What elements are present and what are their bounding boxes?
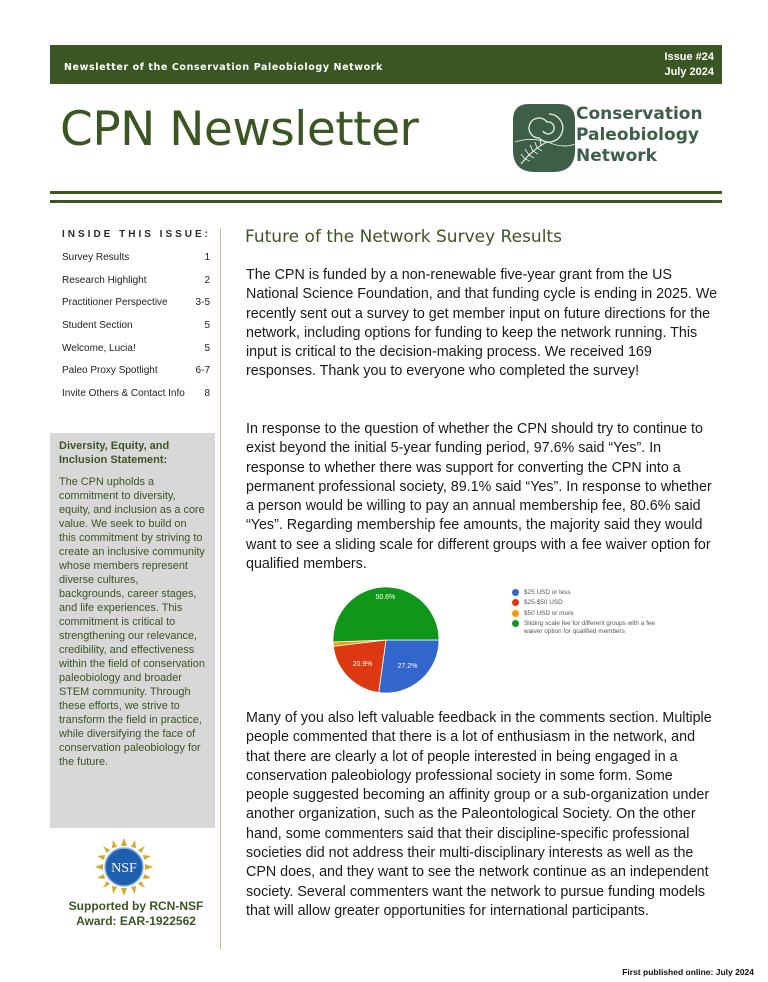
issue-date: July 2024 (664, 66, 714, 78)
legend-swatch-icon (512, 610, 519, 617)
article-paragraph: In response to the question of whether the CPN should try to continue to exist beyond the initial 5-year funding period, 97.6% said “Yes”. In response to whether there was support for converting the CPN into a permanent professional society, 89.1% said “Yes”. In response to whether a person would be willing to pay an annual membership fee, 80.6% said “Yes”. Regarding membership fee amounts, the majority said they would want to see a sliding scale for different groups with a fee waiver option for qualified members. (246, 421, 712, 573)
logo-line-3: Network (576, 146, 657, 166)
issue-number: Issue #24 (664, 51, 714, 63)
toc-item[interactable] (62, 337, 210, 360)
toc-heading: INSIDE THIS ISSUE: (62, 229, 212, 240)
dei-body: The CPN upholds a commitment to diversity, equity, and inclusion as a core value. We seek to build on this commitment by striving to create an inclusive community whose members represent diverse cultures, backgrounds, career stages, and life experiences. This commitment is critical to strengthening our relevance, credibility, and effectiveness within the field of conservation paleobiology and broader STEM community. Through these efforts, we strive to transform the field in practice, while diversifying the face of conservation paleobiology for the future. (59, 476, 205, 768)
award-line: Award: EAR-1922562 (76, 914, 196, 928)
legend-label: Sliding scale fee for different groups with a fee waiver option for qualified members (524, 619, 655, 636)
newsletter-subtitle: Newsletter of the Conservation Paleobiology Network (64, 62, 383, 73)
toc-item[interactable] (62, 269, 210, 292)
dei-statement-box (50, 433, 215, 828)
toc-item-page: 8 (204, 387, 210, 399)
toc-item[interactable] (62, 246, 210, 269)
logo-line-1: Conservation (576, 104, 703, 124)
dei-title: Diversity, Equity, and Inclusion Statement: (59, 440, 170, 466)
toc-item-label: Welcome, Lucia! (62, 342, 136, 354)
cpn-logo-icon (513, 104, 575, 172)
nsf-logo-icon (95, 838, 153, 896)
publication-note: First published online: July 2024 (622, 967, 754, 977)
header-rule-bottom (50, 200, 722, 203)
table-of-contents (62, 246, 210, 405)
issue-info (664, 50, 714, 80)
toc-item[interactable] (62, 314, 210, 337)
article-paragraph: The CPN is funded by a non-renewable five-year grant from the US National Science Foundation, and that funding cycle is ending in 2025. We recently sent out a survey to get member input on future directions for the network, including options for funding to keep the network running. This input is critical to the decision-making process. We received 169 responses. Thank you to everyone who completed the survey! (246, 267, 718, 380)
toc-item-page: 5 (204, 319, 210, 331)
cpn-logo-text (576, 104, 703, 167)
toc-item[interactable] (62, 382, 210, 405)
legend-swatch-icon (512, 599, 519, 606)
article-paragraph: Many of you also left valuable feedback in the comments section. Multiple people commented that there is a lot of enthusiasm in the network, and that there are clearly a lot of people interested in being engaged in a conservation paleobiology professional society in some form. Some people suggested becoming an affinity group or a sub-organization under another organization, such as the Paleontological Society. On the other hand, some commenters said that their discipline-specific professional societies did not address their multi-disciplinary interests as well as the CPN does, and they want to see the network continue as an independent society. Several commenters want the network to pursue funding models that will allow greater opportunities for international participants. (246, 710, 712, 919)
toc-item-label: Practitioner Perspective (62, 297, 168, 309)
toc-item-page: 6-7 (195, 365, 210, 377)
toc-item-label: Survey Results (62, 251, 130, 263)
toc-item-label: Invite Others & Contact Info (62, 387, 185, 399)
pie-slice-label: 27.2% (397, 662, 418, 670)
chart-legend (512, 589, 659, 638)
legend-label: $25 USD or less (524, 589, 571, 596)
legend-label: $50 USD or more (524, 609, 574, 617)
toc-item[interactable] (62, 359, 210, 382)
toc-item-page: 5 (204, 342, 210, 354)
legend-item (512, 620, 659, 637)
toc-item-page: 1 (204, 251, 210, 263)
toc-item-label: Research Highlight (62, 274, 147, 286)
legend-item (512, 599, 659, 607)
toc-item-page: 2 (204, 274, 210, 286)
legend-item (512, 589, 659, 597)
toc-item-label: Student Section (62, 319, 133, 331)
logo-line-2: Paleobiology (576, 125, 699, 145)
nsf-logo-text: NSF (111, 861, 137, 876)
toc-item-page: 3-5 (195, 297, 210, 309)
newsletter-title: CPN Newsletter (60, 102, 419, 157)
support-line: Supported by RCN-NSF (68, 899, 204, 913)
legend-swatch-icon (512, 620, 519, 627)
legend-label: $25-$50 USD (524, 599, 563, 607)
pie-slice-label: 50.6% (375, 594, 396, 602)
header-rule-top (50, 191, 722, 194)
toc-item[interactable] (62, 291, 210, 314)
header-banner (50, 45, 722, 84)
toc-item-label: Paleo Proxy Spotlight (62, 365, 158, 377)
legend-item (512, 610, 659, 618)
article-title: Future of the Network Survey Results (245, 227, 562, 247)
column-divider (220, 228, 221, 949)
legend-swatch-icon (512, 589, 519, 596)
funding-support (50, 899, 222, 929)
pie-slice-label: 20.9% (352, 661, 373, 669)
